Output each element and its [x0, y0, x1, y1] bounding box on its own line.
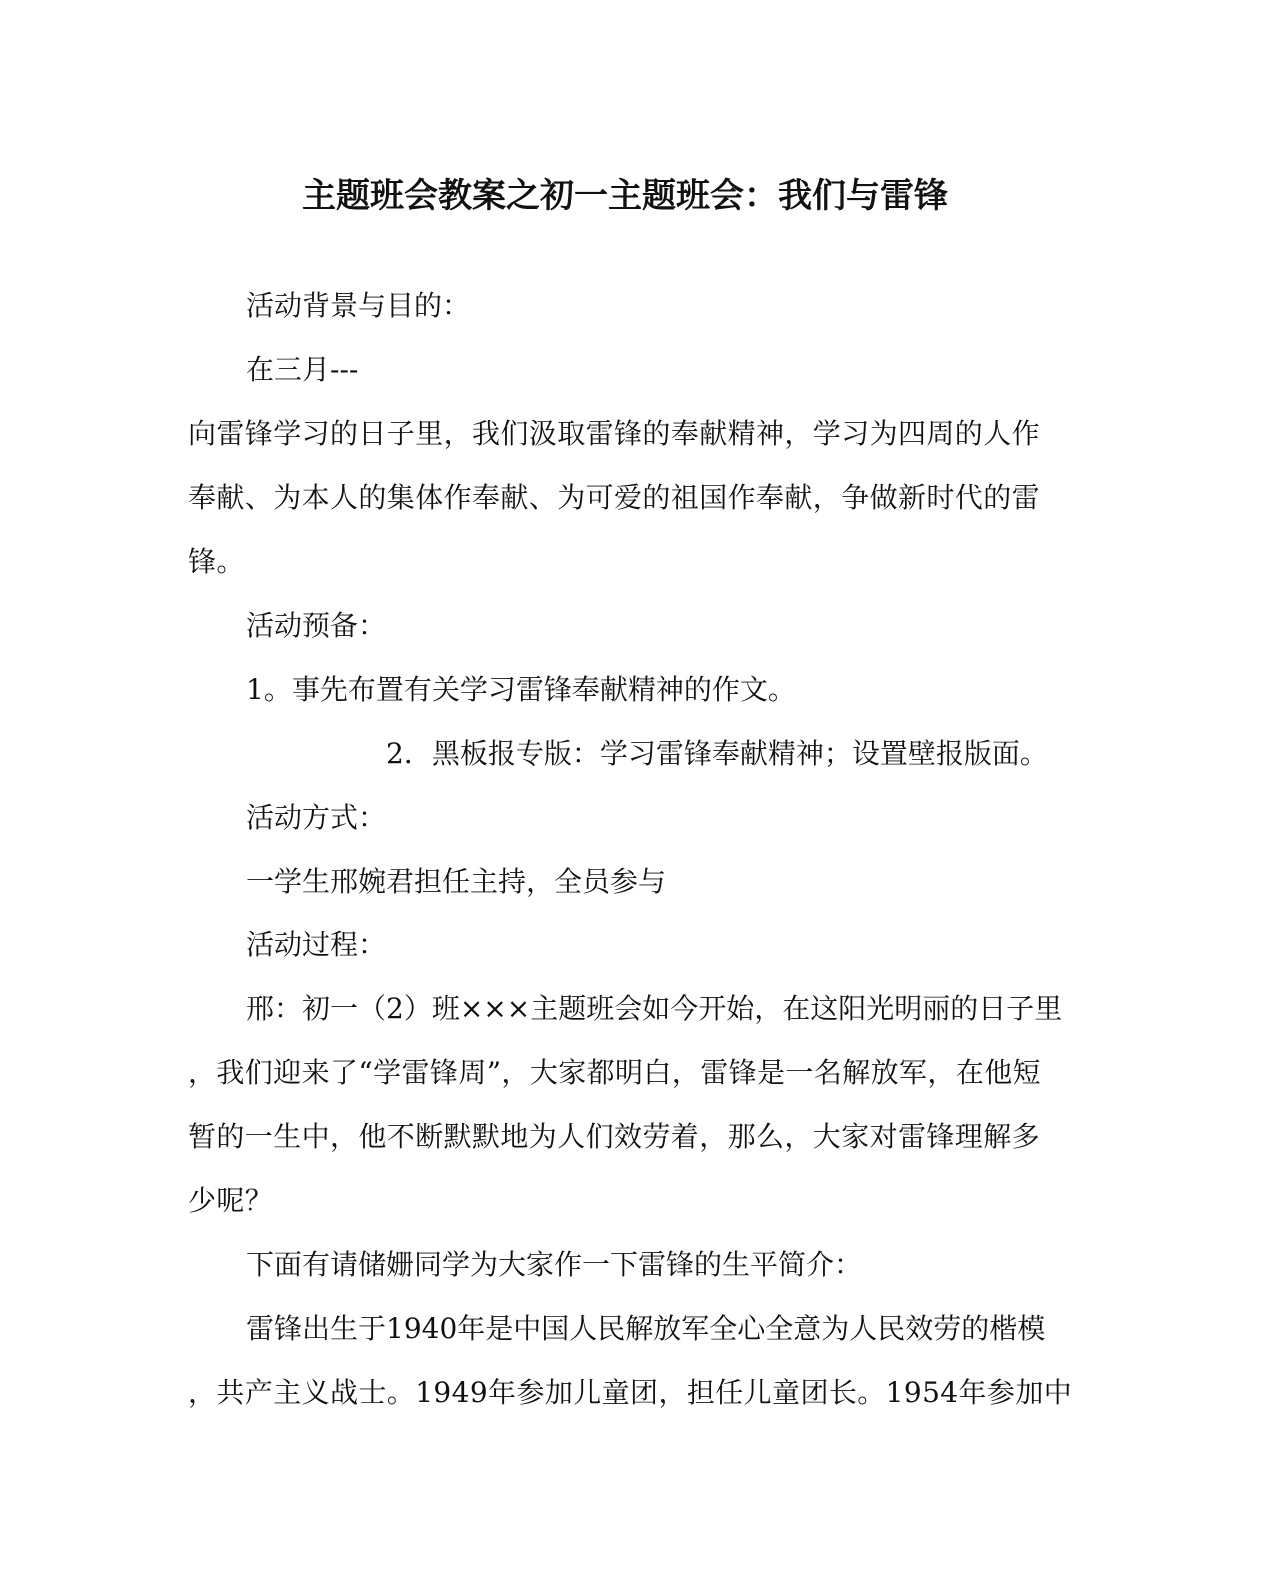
- document-title: 主题班会教案之初一主题班会：我们与雷锋: [302, 176, 948, 216]
- section-heading-method: 活动方式：: [246, 801, 387, 834]
- paragraph-line: 邢：初一（2）班×××主题班会如今开始，在这阳光明丽的日子里: [246, 992, 1063, 1025]
- paragraph-line: 暂的一生中，他不断默默地为人们效劳着，那么，大家对雷锋理解多: [188, 1120, 1041, 1153]
- paragraph-line: 下面有请储姗同学为大家作一下雷锋的生平简介：: [246, 1248, 863, 1281]
- paragraph-line: 一学生邢婉君担任主持，全员参与: [246, 865, 667, 898]
- paragraph-line: 少呢？: [188, 1184, 274, 1217]
- paragraph-line: 奉献、为本人的集体作奉献、为可爱的祖国作奉献，争做新时代的雷: [188, 481, 1041, 514]
- list-item: 2．黑板报专版：学习雷锋奉献精神；设置壁报版面。: [386, 737, 1048, 770]
- paragraph-line: ，共产主义战士。1949年参加儿童团，担任儿童团长。1954年参加中: [188, 1376, 1073, 1409]
- section-heading-preparation: 活动预备：: [246, 609, 387, 642]
- section-heading-process: 活动过程：: [246, 928, 387, 961]
- paragraph-line: 在三月---: [246, 353, 359, 386]
- section-heading-background: 活动背景与目的：: [246, 289, 471, 322]
- paragraph-line: 雷锋出生于1940年是中国人民解放军全心全意为人民效劳的楷模: [246, 1312, 1046, 1345]
- paragraph-line: 向雷锋学习的日子里，我们汲取雷锋的奉献精神，学习为四周的人作: [188, 417, 1041, 450]
- list-item: 1。事先布置有关学习雷锋奉献精神的作文。: [246, 673, 796, 706]
- paragraph-line: ，我们迎来了“学雷锋周”，大家都明白，雷锋是一名解放军，在他短: [188, 1056, 1042, 1089]
- paragraph-line: 锋。: [188, 545, 245, 578]
